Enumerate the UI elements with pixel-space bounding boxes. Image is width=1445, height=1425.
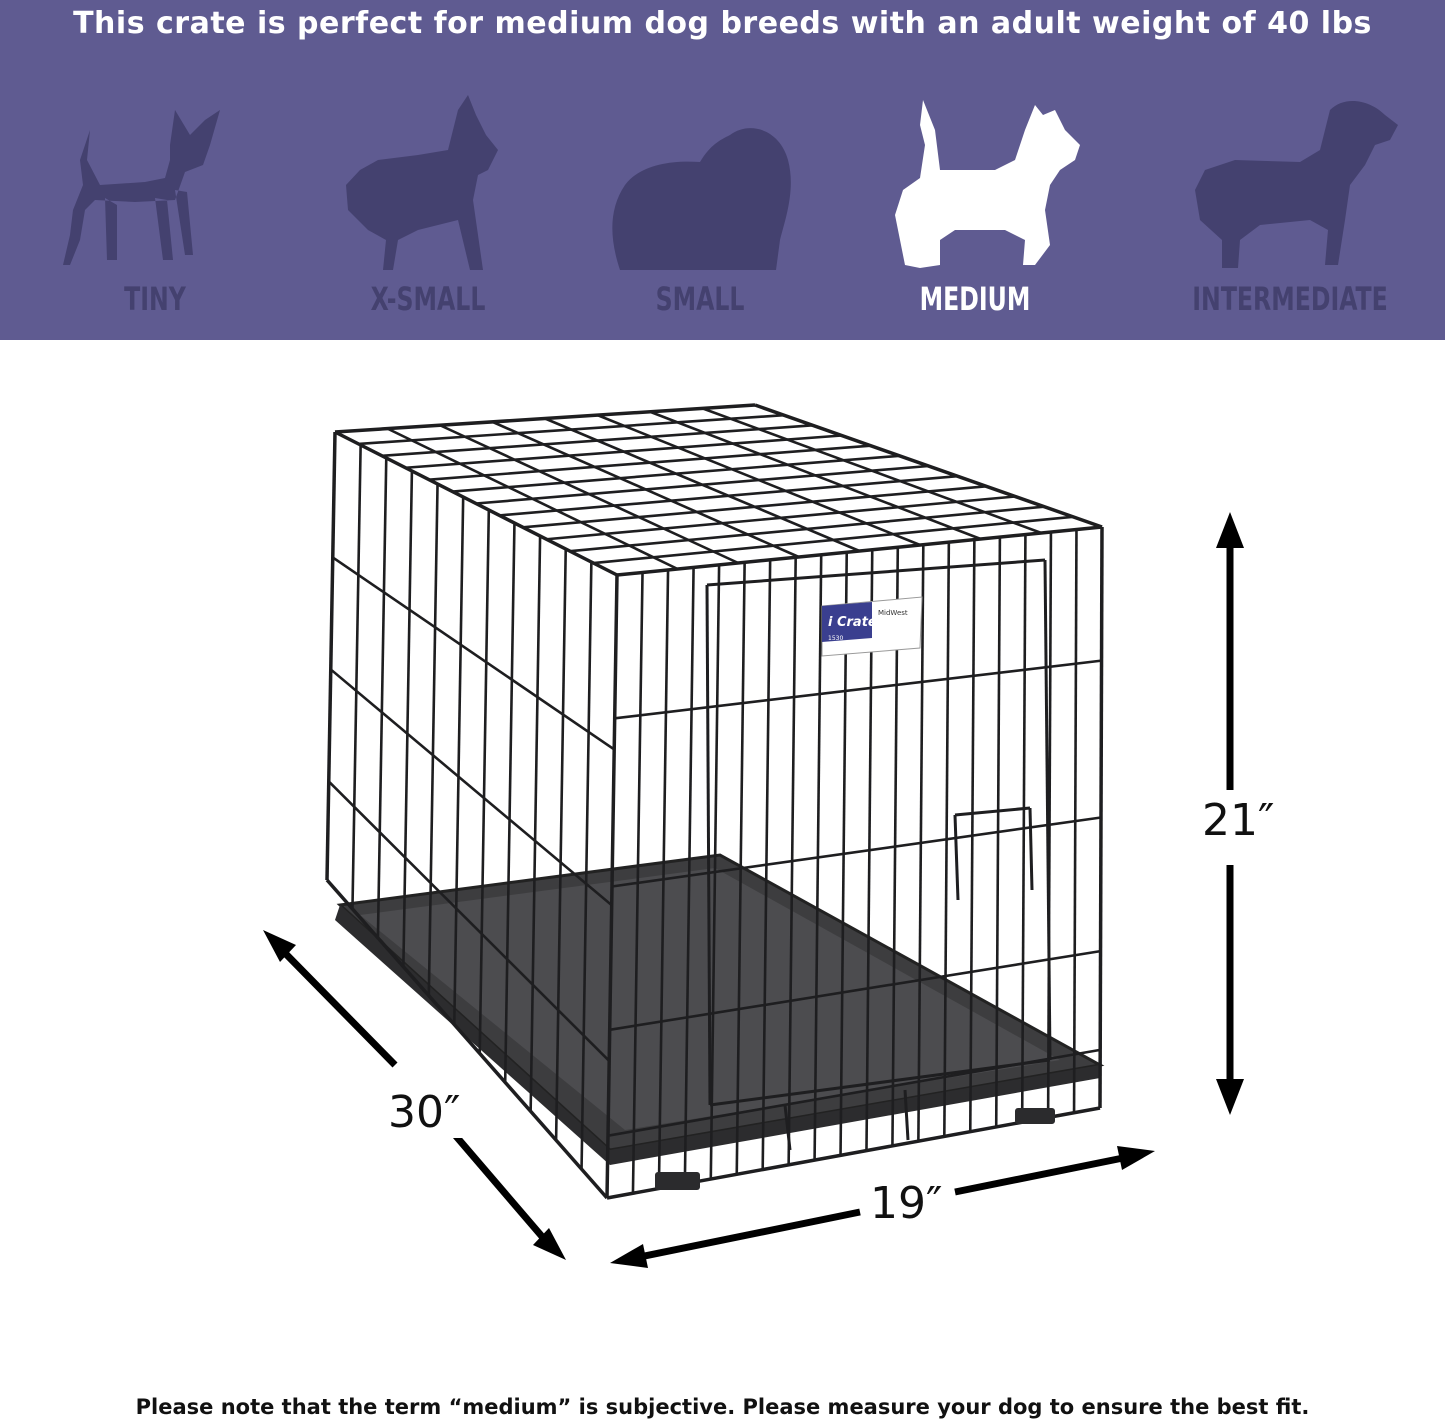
size-item-small xyxy=(570,90,830,330)
size-item-tiny xyxy=(25,90,285,330)
spaniel-silhouette-icon xyxy=(1160,90,1420,280)
width-dimension: 19″ xyxy=(864,1178,948,1229)
size-item-medium xyxy=(845,90,1105,330)
size-scale xyxy=(0,0,1445,340)
crate-label-brand: i Crate xyxy=(828,615,877,630)
size-label-intermediate: INTERMEDIATE xyxy=(1192,280,1388,318)
headline: This crate is perfect for medium dog breeds with an adult weight of 40 lbs xyxy=(73,6,1372,41)
crate-label xyxy=(822,597,922,656)
shih-tzu-silhouette-icon xyxy=(570,90,830,280)
size-banner xyxy=(0,0,1445,340)
crate-label-model: 1530 xyxy=(828,635,844,642)
chihuahua-silhouette-icon xyxy=(25,90,285,280)
footnote: Please note that the term “medium” is subjective. Please measure your dog to ensure the best fit. xyxy=(135,1395,1310,1419)
size-label-tiny: TINY xyxy=(124,280,186,318)
crate-illustration xyxy=(0,340,1445,1380)
westie-silhouette-icon xyxy=(845,90,1105,280)
height-dimension: 21″ xyxy=(1196,795,1280,846)
size-label-x-small: X-SMALL xyxy=(370,280,486,318)
size-item-x-small xyxy=(298,90,558,330)
crate-label-maker: MidWest xyxy=(878,609,908,617)
product-area xyxy=(0,340,1445,1380)
length-dimension: 30″ xyxy=(382,1087,466,1138)
size-label-small: SMALL xyxy=(655,280,745,318)
size-label-medium: MEDIUM xyxy=(919,280,1031,318)
size-item-intermediate xyxy=(1160,90,1420,330)
papillon-silhouette-icon xyxy=(298,90,558,280)
